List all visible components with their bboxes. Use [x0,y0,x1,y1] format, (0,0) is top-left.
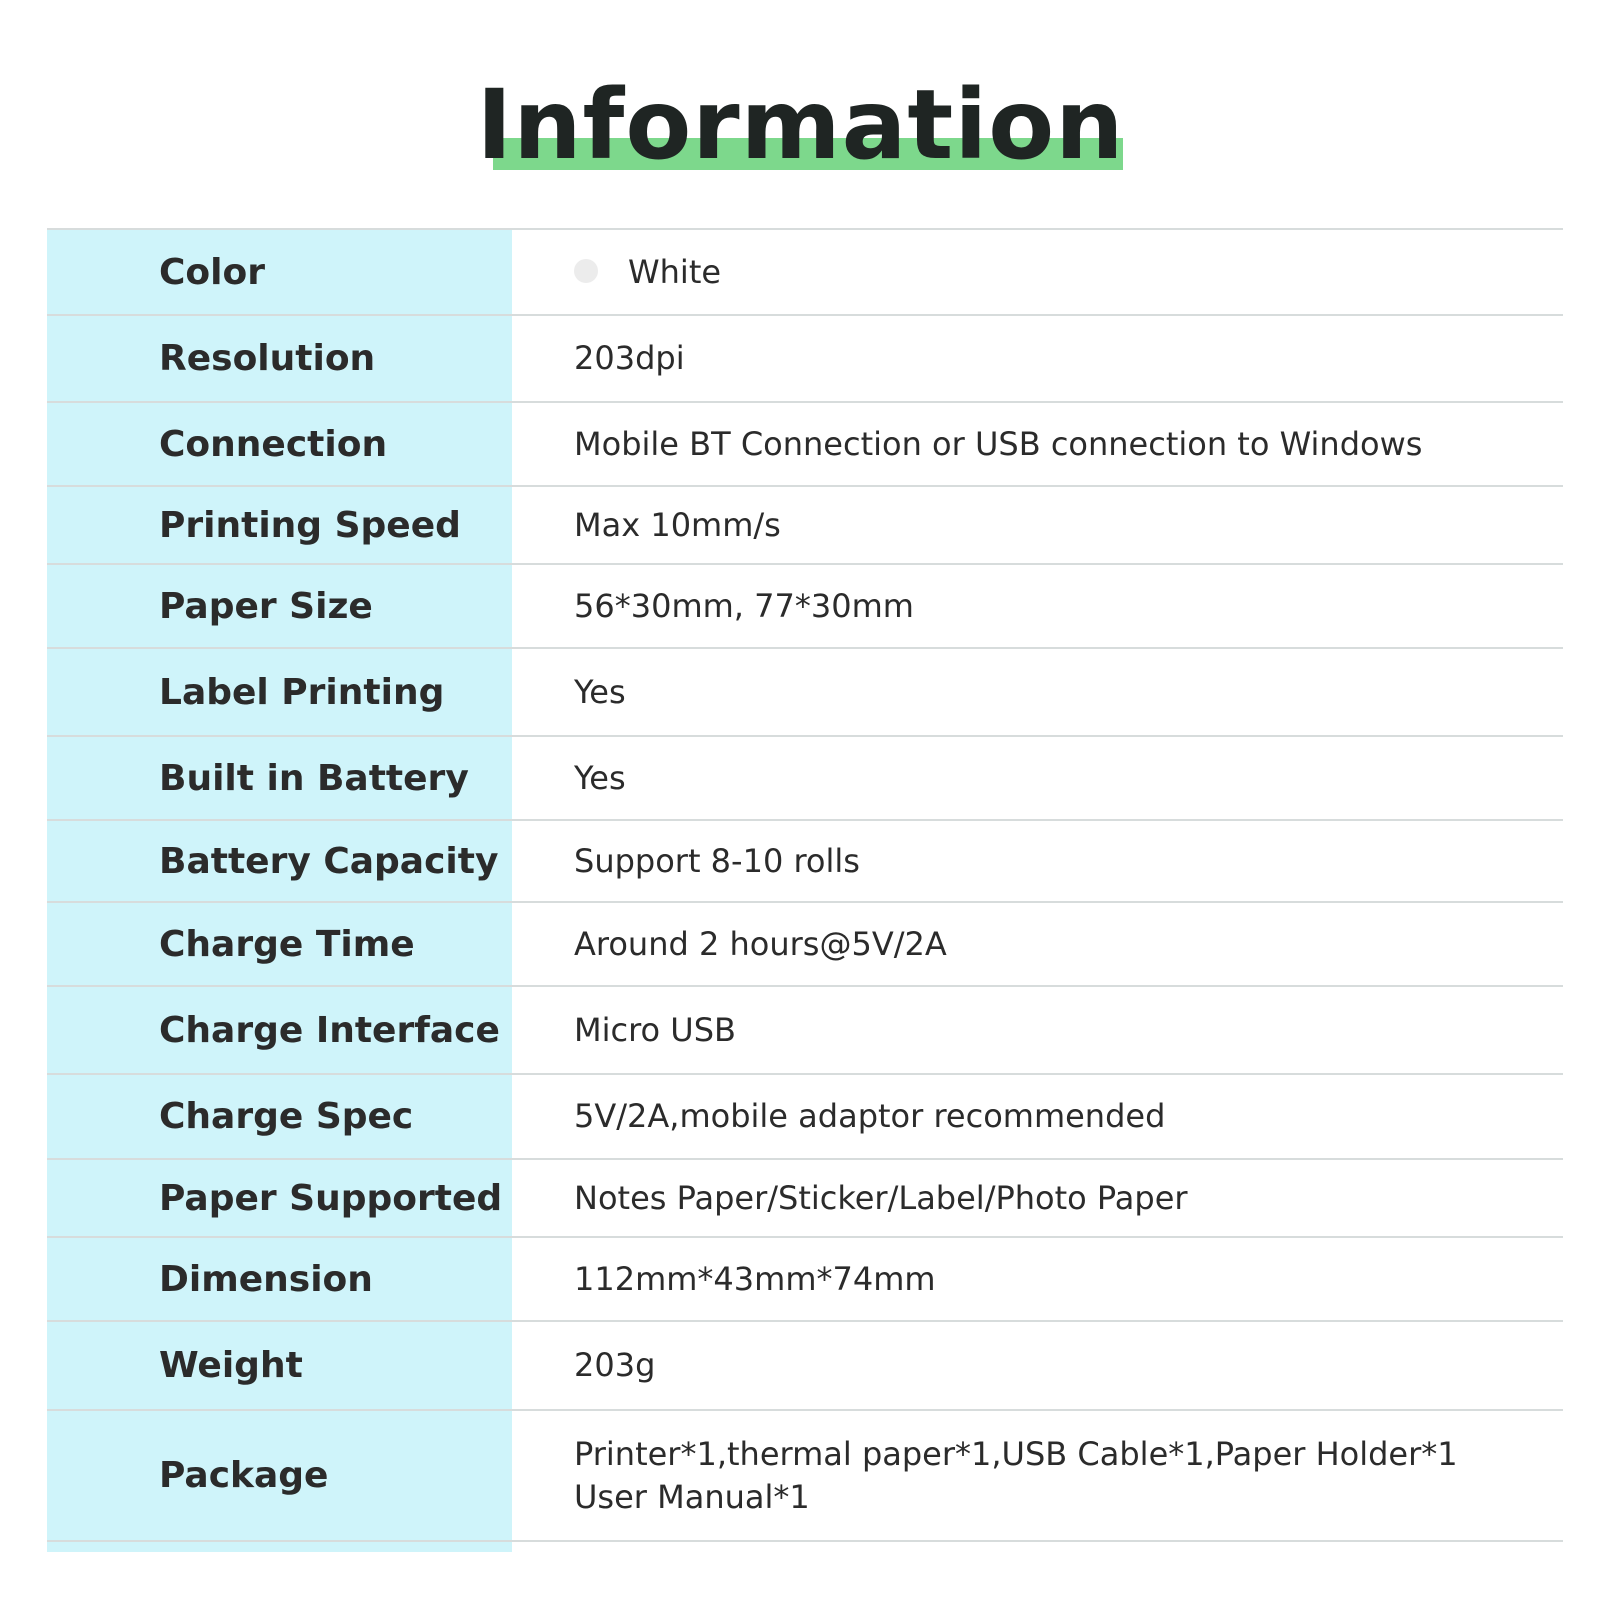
spec-row-resolution [47,316,1563,403]
spec-row-paper-supported [47,1160,1563,1238]
row-value [512,1433,1563,1519]
white-color-swatch [574,259,598,283]
spec-row-battery-capacity [47,821,1563,903]
row-value: Mobile BT Connection or USB connection to Windows [574,424,1423,463]
row-value: 112mm*43mm*74mm [574,1259,936,1298]
row-value: 203g [574,1346,656,1384]
spec-rows [47,230,1563,1552]
spec-row-built-in-battery [47,737,1563,821]
color-value-text: White [628,252,722,291]
spec-table [47,228,1563,1552]
spec-row-paper-size [47,565,1563,649]
row-label: Charge Spec [159,1096,414,1137]
spec-row-printing-speed [47,487,1563,565]
row-value [512,251,1563,294]
spec-row-charge-spec [47,1075,1563,1160]
row-label: Dimension [159,1258,373,1300]
row-label: Printing Speed [159,504,461,546]
row-value: 203dpi [574,339,685,377]
row-label: Charge Interface [159,1009,500,1051]
row-value: Support 8-10 rolls [574,841,860,880]
row-label: Charge Time [159,923,415,965]
spec-row-charge-time [47,903,1563,987]
spec-row-dimension [47,1238,1563,1322]
row-label: Package [159,1455,329,1496]
spec-row-charge-interface [47,987,1563,1075]
spec-row-label-printing [47,649,1563,737]
row-label: Color [159,251,265,293]
row-label: Paper Size [159,585,373,627]
spec-row-color [47,230,1563,316]
spec-row-connection [47,403,1563,487]
page-title: Information [476,69,1125,181]
row-value: 5V/2A,mobile adaptor recommended [574,1097,1166,1135]
title-area [0,70,1601,180]
row-label: Connection [159,423,388,465]
package-line-2: User Manual*1 [574,1477,810,1516]
spec-row-weight [47,1322,1563,1411]
row-label: Weight [159,1345,303,1386]
spec-row-package [47,1411,1563,1542]
row-label: Battery Capacity [159,840,499,882]
row-value: Yes [574,672,626,711]
package-line-1: Printer*1,thermal paper*1,USB Cable*1,Paper Holder*1 [574,1434,1458,1473]
row-value: Micro USB [574,1010,736,1049]
row-value: 56*30mm, 77*30mm [574,586,914,625]
row-value: Yes [574,758,626,797]
row-label: Paper Supported [159,1177,503,1219]
row-value: Notes Paper/Sticker/Label/Photo Paper [574,1178,1188,1217]
row-value: Around 2 hours@5V/2A [574,924,947,963]
row-value: Max 10mm/s [574,505,781,544]
row-label: Resolution [159,338,376,379]
row-label: Built in Battery [159,757,469,799]
row-label: Label Printing [159,671,445,713]
